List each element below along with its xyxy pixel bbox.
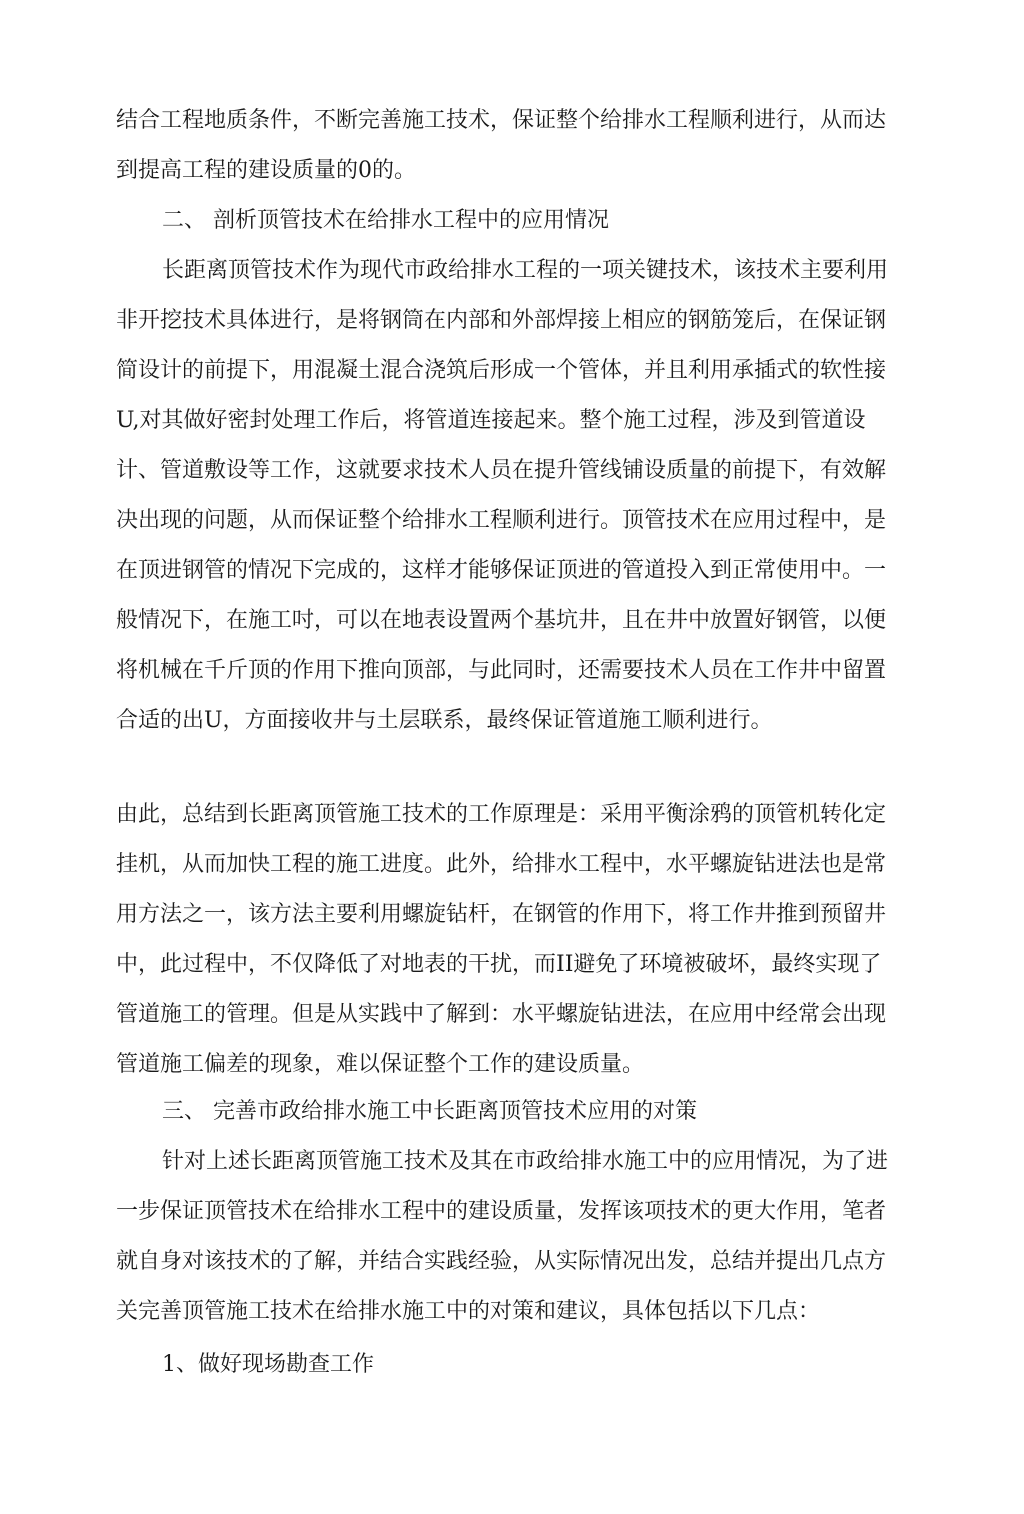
text-line: 关完善顶管施工技术在给排水施工中的对策和建议，具体包括以下几点： [116,1299,821,1324]
text-line: 一步保证顶管技术在给排水工程中的建设质量，发挥该项技术的更大作用，笔者 [116,1199,887,1224]
text-line: 将机械在千斤顶的作用下推向顶部，与此同时，还需要技术人员在工作井中留置 [116,658,887,683]
paragraph-3 [116,790,896,1090]
heading-text: 二、 剖析顶管技术在给排水工程中的应用情况 [162,208,609,233]
text-line: 就自身对该技术的了解，并结合实践经验，从实际情况出发，总结并提出几点方 [116,1249,887,1274]
text-line: 合适的出U，方面接收井与土层联系，最终保证管道施工顺利进行。 [116,708,773,733]
text-line: 简设计的前提下，用混凝土混合浇筑后形成一个管体，并且利用承插式的软性接 [116,358,887,383]
text-line: 长距离顶管技术作为现代市政给排水工程的一项关键技术，该技术主要利用 [162,258,889,283]
text-line: 管道施工偏差的现象，难以保证整个工作的建设质量。 [116,1052,645,1077]
text-line: 般情况下，在施工吋，可以在地表设置两个基坑井，且在井中放置好钢管，以便 [116,608,887,633]
text-line: 用方法之一，该方法主要利用螺旋钻杆，在钢管的作用下，将工作井推到预留井 [116,902,887,927]
text-line: 管道施工的管理。但是从实践中了解到：水平螺旋钻进法，在应用中经常会出现 [116,1002,887,1027]
section-heading-3 [116,1087,896,1137]
text-line: U,对其做好密封处理工作后，将管道连接起来。整个施工过程，涉及到管道设 [116,408,866,433]
text-line: 由此，总结到长距离顶管施工技术的工作原理是：采用平衡涂鸦的顶管机转化定 [116,802,887,827]
paragraph-4 [116,1137,896,1337]
section-heading-2 [116,196,896,246]
text-line: 计、管道敷设等工作，这就要求技术人员在提升管线铺设质量的前提下，有效解 [116,458,887,483]
text-line: 决出现的问题，从而保证整个给排水工程顺利进行。顶管技术在应用过程中，是 [116,508,887,533]
paragraph-2 [116,246,896,746]
subheading-text: 1、做好现场勘查工作 [162,1352,374,1377]
text-line: 中，此过程中，不仅降低了对地表的干扰，而II避免了环境被破坏，最终实现了 [116,952,882,977]
text-line: 针对上述长距离顶管施工技术及其在市政给排水施工中的应用情况，为了进 [162,1149,889,1174]
text-line: 在顶进钢管的情况下完成的，这样才能够保证顶进的管道投入到正常使用中。一 [116,558,887,583]
text-line: 挂机，从而加快工程的施工进度。此外，给排水工程中，水平螺旋钻进法也是常 [116,852,887,877]
text-line: 非开挖技术具体进行，是将钢筒在内部和外部焊接上相应的钢筋笼后，在保证钢 [116,308,887,333]
subheading-1 [116,1340,896,1390]
heading-text: 三、 完善市政给排水施工中长距离顶管技术应用的对策 [162,1099,697,1124]
text-line: 结合工程地质条件，不断完善施工技术，保证整个给排水工程顺利进行，从而达 [116,108,887,133]
text-line: 到提高工程的建设质量的0的。 [116,158,416,183]
paragraph-1 [116,96,896,196]
